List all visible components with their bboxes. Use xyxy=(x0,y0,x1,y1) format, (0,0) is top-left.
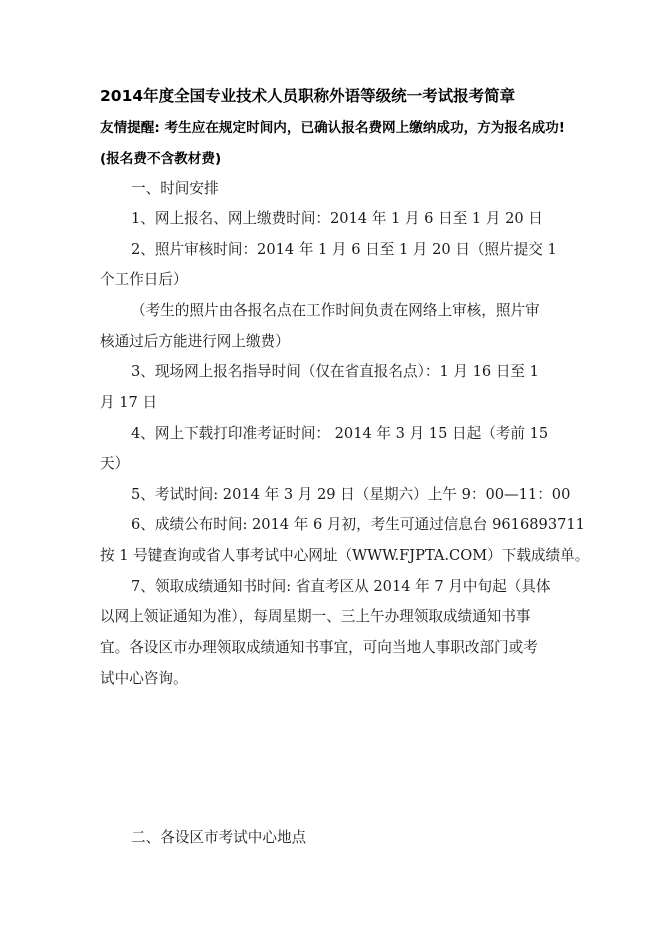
schedule-item-cont: 以网上领证通知为准），每周星期一、三上午办理领取成绩通知书事 xyxy=(100,608,531,625)
schedule-item: 4、网上下载打印准考证时间： 2014 年 3 月 15 日起（考前 15 xyxy=(131,425,549,442)
schedule-item-cont: 天） xyxy=(100,455,130,472)
schedule-item-cont: 试中心咨询。 xyxy=(100,670,188,687)
schedule-item: 1、网上报名、网上缴费时间：2014 年 1 月 6 日至 1 月 20 日 xyxy=(131,210,543,227)
schedule-item-cont: 宜。各设区市办理领取成绩通知书事宜，可向当地人事职改部门或考 xyxy=(100,639,538,656)
schedule-item: 5、考试时间: 2014 年 3 月 29 日（星期六）上午 9：00—11：00 xyxy=(131,486,571,503)
reminder-text: 友情提醒: 考生应在规定时间内，已确认报名费网上缴纳成功，方为报名成功! xyxy=(100,120,565,136)
fee-note: (报名费不含教材费) xyxy=(100,151,222,167)
section-heading-schedule: 一、时间安排 xyxy=(131,180,219,197)
schedule-note: （考生的照片由各报名点在工作时间负责在网络上审核，照片审 xyxy=(131,302,540,319)
schedule-item: 3、现场网上报名指导时间（仅在省直报名点）：1 月 16 日至 1 xyxy=(131,363,539,380)
schedule-item: 2、照片审核时间：2014 年 1 月 6 日至 1 月 20 日（照片提交 1 xyxy=(131,241,557,258)
schedule-item: 6、成绩公布时间: 2014 年 6 月初，考生可通过信息台 9616893711 xyxy=(131,516,585,533)
section-heading-exam-centers: 二、各设区市考试中心地点 xyxy=(131,829,307,846)
schedule-item-cont: 按 1 号键查询或省人事考试中心网址（WWW.FJPTA.COM）下载成绩单。 xyxy=(100,547,590,564)
schedule-item-cont: 月 17 日 xyxy=(100,394,158,411)
schedule-note-cont: 核通过后方能进行网上缴费） xyxy=(100,333,290,350)
document-title: 2014年度全国专业技术人员职称外语等级统一考试报考简章 xyxy=(100,87,516,105)
schedule-item: 7、领取成绩通知书时间: 省直考区从 2014 年 7 月中旬起（具体 xyxy=(131,578,551,595)
schedule-item-cont: 个工作日后） xyxy=(100,271,188,288)
